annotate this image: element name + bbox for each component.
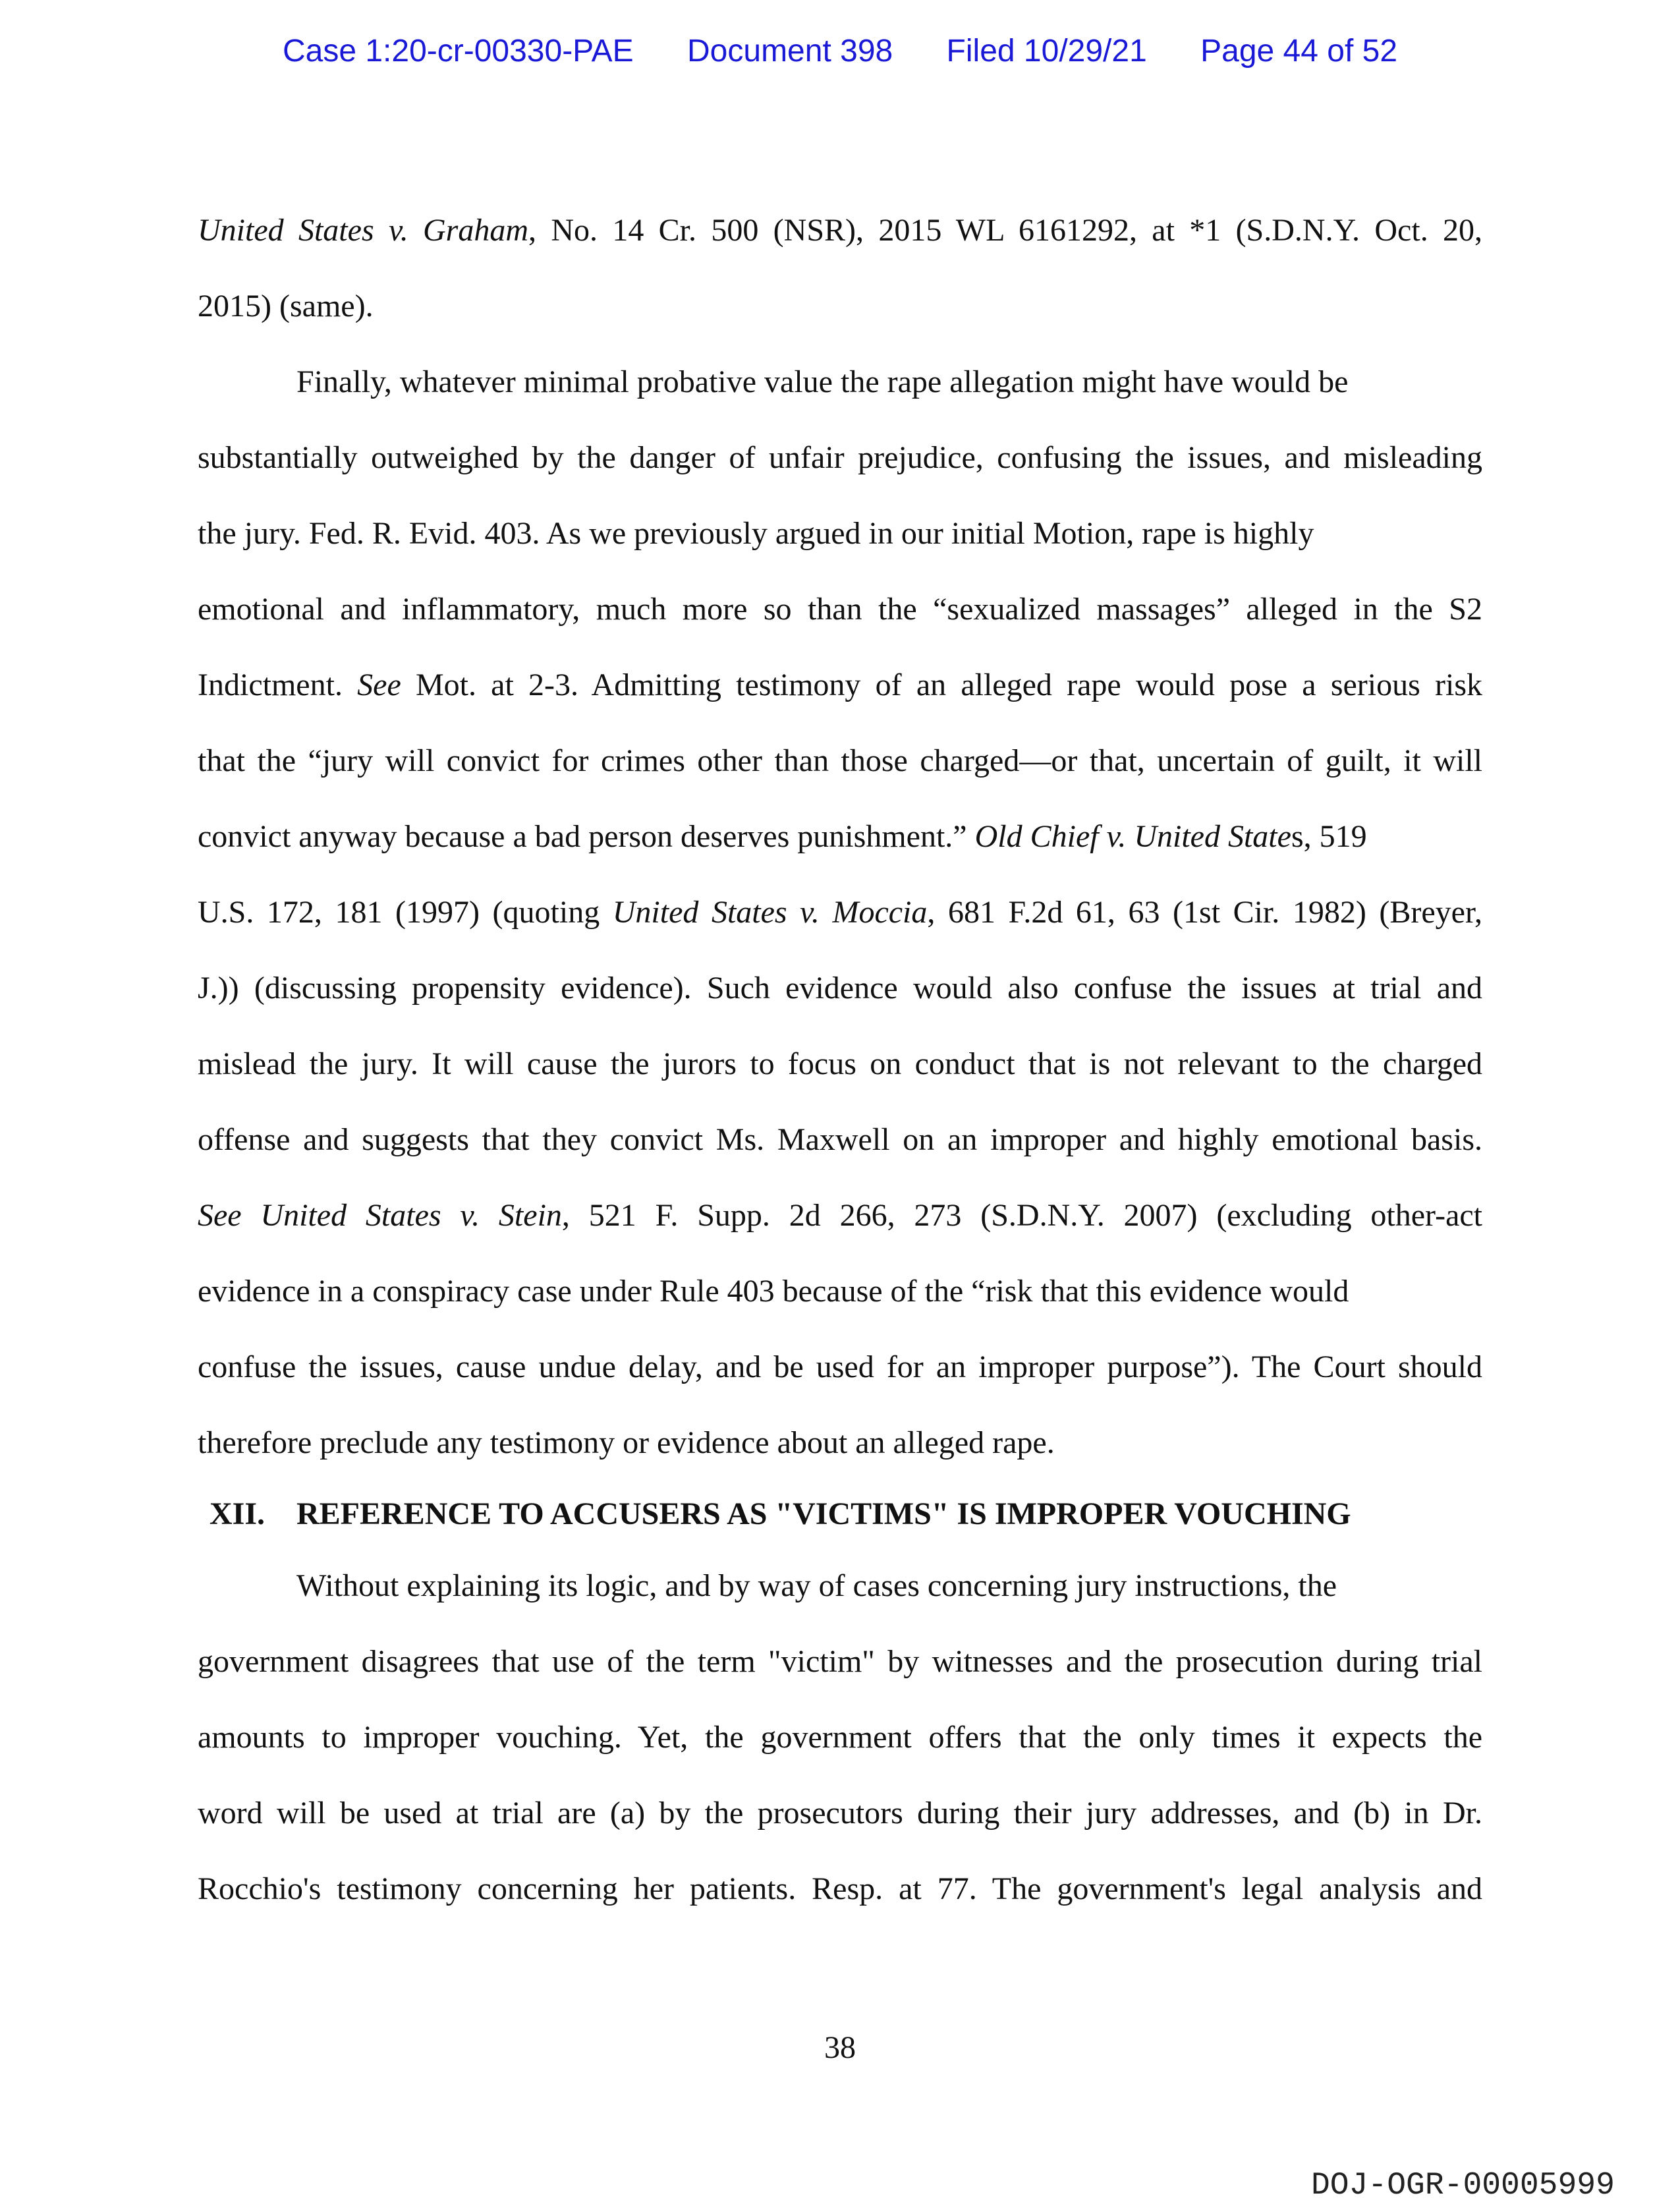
text-line: word will be used at trial are (a) by the prosecutors during their jury addresses, and (b) in Dr. — [198, 1796, 1482, 1830]
text-line: convict anyway because a bad person deserves punishment.” Old Chief v. United States, 519 — [198, 819, 1367, 854]
section-title: REFERENCE TO ACCUSERS AS "VICTIMS" IS IMPROPER VOUCHING — [296, 1496, 1351, 1531]
text-line: United States v. Graham, No. 14 Cr. 500 (NSR), 2015 WL 6161292, at *1 (S.D.N.Y. Oct. 20, — [198, 213, 1483, 248]
text-line: Indictment. See Mot. at 2-3. Admitting testimony of an alleged rape would pose a serious risk — [198, 667, 1482, 702]
text-line: Without explaining its logic, and by way of cases concerning jury instructions, the — [296, 1568, 1337, 1603]
text-line: See United States v. Stein, 521 F. Supp. 2d 266, 273 (S.D.N.Y. 2007) (excluding other-act — [198, 1198, 1483, 1233]
body-text — [198, 192, 1482, 1927]
case-citation: See United States v. Stein — [198, 1198, 562, 1233]
text-line: offense and suggests that they convict Ms. Maxwell on an improper and highly emotional basis. — [198, 1122, 1482, 1157]
text-line: 2015) (same). — [198, 289, 374, 324]
text-line: amounts to improper vouching. Yet, the government offers that the only times it expects the — [198, 1720, 1482, 1755]
case-citation: United States v. Graham — [198, 213, 529, 248]
page-number: 38 — [824, 2030, 856, 2065]
document-number: Document 398 — [687, 34, 893, 69]
case-citation: United States v. Moccia — [612, 895, 928, 930]
text-line: U.S. 172, 181 (1997) (quoting United States v. Moccia, 681 F.2d 61, 63 (1st Cir. 1982) (Breyer, — [198, 895, 1483, 930]
case-number: Case 1:20-cr-00330-PAE — [282, 34, 634, 69]
section-heading — [198, 1481, 1482, 1548]
text-line: emotional and inflammatory, much more so than the “sexualized massages” alleged in the S2 — [198, 592, 1482, 627]
filed-date: Filed 10/29/21 — [946, 34, 1147, 69]
text-line: substantially outweighed by the danger of unfair prejudice, confusing the issues, and misleading — [198, 440, 1482, 475]
case-citation: Old Chief v. United State — [974, 819, 1291, 854]
text-line: Rocchio's testimony concerning her patients. Resp. at 77. The government's legal analysis and — [198, 1871, 1482, 1906]
text-line: mislead the jury. It will cause the jurors to focus on conduct that is not relevant to the charged — [198, 1046, 1482, 1081]
text-line: that the “jury will convict for crimes other than those charged—or that, uncertain of guilt, it will — [198, 743, 1482, 778]
text-line: government disagrees that use of the term "victim" by witnesses and the prosecution during trial — [198, 1644, 1482, 1679]
bates-number: DOJ-OGR-00005999 — [1311, 2168, 1615, 2203]
text-line: J.)) (discussing propensity evidence). Such evidence would also confuse the issues at trial and — [198, 971, 1482, 1006]
ecf-header — [0, 32, 1680, 71]
text-line: the jury. Fed. R. Evid. 403. As we previously argued in our initial Motion, rape is highly — [198, 516, 1314, 551]
page-count: Page 44 of 52 — [1200, 34, 1398, 69]
text-line: evidence in a conspiracy case under Rule 403 because of the “risk that this evidence would — [198, 1274, 1349, 1309]
text-line: therefore preclude any testimony or evidence about an alleged rape. — [198, 1425, 1055, 1460]
section-number: XII. — [210, 1496, 266, 1531]
text-line: confuse the issues, cause undue delay, and be used for an improper purpose”). The Court should — [198, 1349, 1482, 1384]
text-line: Finally, whatever minimal probative value the rape allegation might have would be — [296, 364, 1349, 399]
